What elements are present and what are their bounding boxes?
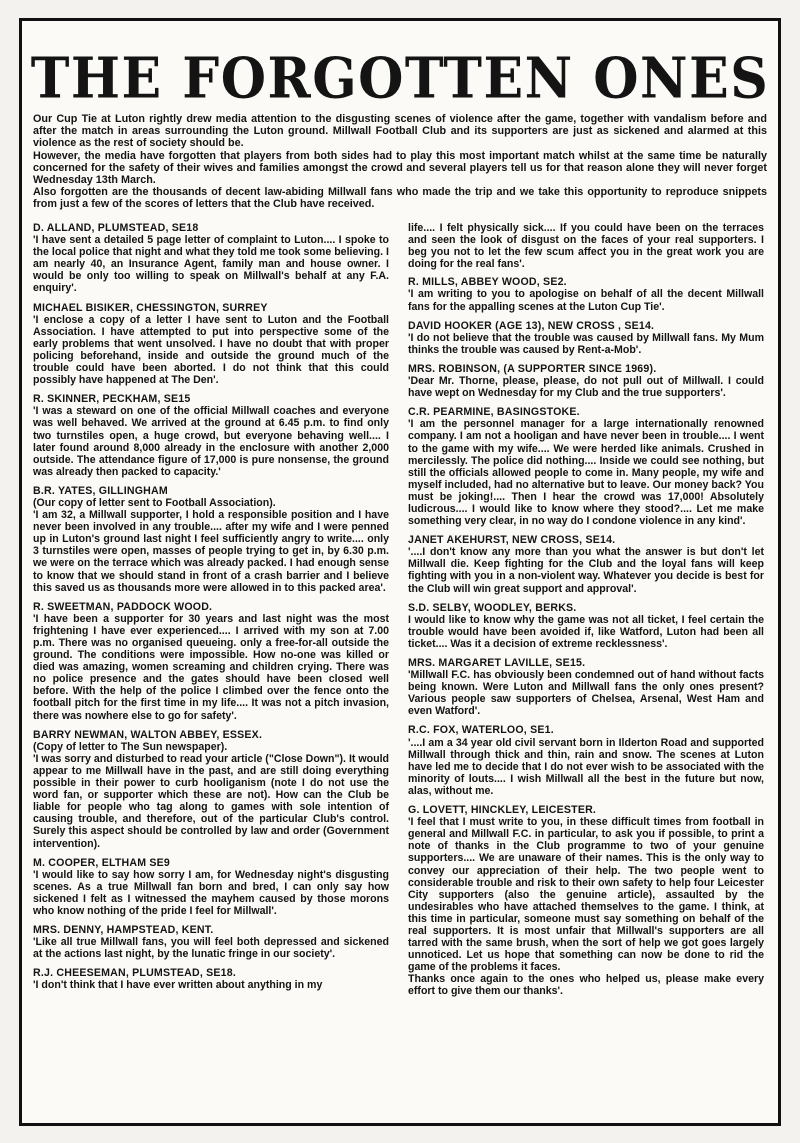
letter-entry bbox=[408, 363, 764, 399]
letter-entry bbox=[408, 406, 764, 527]
intro-paragraph: Also forgotten are the thousands of decent law-abiding Millwall fans who made the trip and we take this opportunity to reproduce snippets from just a few of the scores of letters that the Club have received. bbox=[33, 186, 767, 211]
letter-text: 'I am 32, a Millwall supporter, I hold a responsible position and I have never been involved in any trouble.... after my wife and I were penned up in Luton's ground last night I feel sufficiently angry to write.... only 3 turnstiles were open, masses of people trying to get in, by 6.30 p.m. we were on the terrace which was already packed. I had enough sense to know that we should stand in front of a crash barrier and I believe this saved us as thousands more were allowed in to this packed area'. bbox=[33, 509, 389, 594]
letter-entry bbox=[408, 602, 764, 650]
letter-signature: R. SKINNER, PECKHAM, SE15 bbox=[33, 393, 191, 406]
letter-entry bbox=[408, 804, 764, 998]
letter-entry bbox=[33, 857, 389, 917]
letter-signature: MRS. ROBINSON, (A SUPPORTER SINCE 1969). bbox=[408, 362, 657, 375]
letter-text: 'Dear Mr. Thorne, please, please, do not pull out of Millwall. I could have wept on Wednesday for my Club and the true supporters'. bbox=[408, 375, 764, 400]
letter-text: 'I would like to say how sorry I am, for Wednesday night's disgusting scenes. As a true Millwall fan born and bred, I can only say how sickened I felt as I witnessed the mayhem caused by those morons who know nothing of the pride I feel for Millwall'. bbox=[33, 868, 389, 917]
letter-text: 'I enclose a copy of a letter I have sent to Luton and the Football Association. I have attempted to put into perspective some of the early problems that went unsolved. I have no doubt that with proper policing beforehand, inside and outside the ground much of the trouble could have been aborted. I do not think that this could possibly have happened at The Den'. bbox=[33, 313, 389, 387]
letter-text: 'Millwall F.C. has obviously been condemned out of hand without facts being known. Were Luton and Millwall fans the only ones present? Various people saw supporters of Chelsea, Arsenal, West Ham and even Watford'. bbox=[408, 669, 764, 718]
letter-entry bbox=[408, 724, 764, 797]
intro-paragraph: However, the media have forgotten that players from both sides had to play this most important match whilst at the same time be naturally concerned for the safety of their wives and families amongst the crowd and several players tell us for that reason alone they will never forget Wednesday 13th March. bbox=[33, 149, 767, 187]
letter-entry bbox=[408, 276, 764, 312]
letter-entry bbox=[33, 222, 389, 295]
letter-signature: D. ALLAND, PLUMSTEAD, SE18 bbox=[33, 222, 199, 234]
letters-right-column bbox=[408, 222, 764, 1005]
intro-paragraphs bbox=[33, 113, 767, 211]
letter-signature: G. LOVETT, HINCKLEY, LEICESTER. bbox=[408, 804, 597, 817]
letter-signature: R.C. FOX, WATERLOO, SE1. bbox=[408, 724, 554, 737]
letter-signature: R.J. CHEESEMAN, PLUMSTEAD, SE18. bbox=[33, 967, 237, 980]
letter-text: I would like to know why the game was not all ticket, I feel certain the trouble would have been avoided if, like Watford, Luton had been all ticket.... Was it a decision of extreme recklessness'. bbox=[408, 613, 764, 650]
letter-signature: DAVID HOOKER (AGE 13), NEW CROSS , SE14. bbox=[408, 319, 655, 332]
intro-paragraph: Our Cup Tie at Luton rightly drew media attention to the disgusting scenes of violence after the game, together with vandalism before and after the match in areas surrounding the Luton ground. Millwall Football Club and its supporters are just as sickened and alarmed at this violence as the rest of society should be. bbox=[33, 113, 767, 150]
letter-continuation: life.... I felt physically sick.... If you could have been on the terraces and seen the look of disgust on the faces of your real supporters. I beg you not to let the few scum affect you in the great work you are doing for the real fans'. bbox=[408, 222, 764, 271]
letter-text: 'I was sorry and disturbed to read your article ("Close Down"). It would appear to me Millwall have in the past, and are still doing everything possible in their power to curb hooliganism (note I do not use the word fan, or supporter which these are not). How can the Club be liable for people who tag along to games with sole intention of causing trouble, and therefore, out of the particular Club's control. Surely this aspect should be controlled by law and order (Government intervention). bbox=[33, 752, 389, 850]
letter-entry bbox=[408, 320, 764, 356]
letter-entry bbox=[33, 967, 389, 991]
letter-entry bbox=[33, 601, 389, 722]
letter-text: 'I was a steward on one of the official Millwall coaches and everyone was well behaved. We arrived at the ground at 6.45 p.m. to find only two turnstiles open, a huge crowd, but everyone behaving well.... I later found around 8,000 already in the enclosure with another 2,000 outside. The attendance figure of 17,000 is pure nonsense, the ground was already then packed to capacity.' bbox=[33, 405, 389, 478]
letter-signature: B.R. YATES, GILLINGHAM bbox=[33, 484, 168, 497]
letter-text: 'I am the personnel manager for a large internationally renowned company. I am not a hooligan and have never been in trouble.... I went to the game with my wife.... We were herded like animals. Crushed in mercilessly. The police did nothing.... Inside we could see nothing, but still the officials allowed people to come in. Many people, my wife and myself included, had no alternative but to leave. Our money back? You must be joking!.... Then I hear the crowd was 17,000! Absolutely ludicrous.... I would like to know where they stood?.... Let me make something very clear, in no way do I condone violence in any kind'. bbox=[408, 418, 764, 528]
letter-entry bbox=[33, 924, 389, 960]
letter-signature: MRS. MARGARET LAVILLE, SE15. bbox=[408, 657, 586, 669]
letter-signature: MRS. DENNY, HAMPSTEAD, KENT. bbox=[33, 924, 214, 937]
letter-text: '....I am a 34 year old civil servant born in Ilderton Road and supported Millwall through thick and thin, rain and snow. The scenes at Luton have led me to decide that I do not ever wish to be associated with the minority of louts.... I wish Millwall all the best in the future but now, alas, without me. bbox=[408, 736, 764, 797]
letter-signature: C.R. PEARMINE, BASINGSTOKE. bbox=[408, 406, 580, 419]
letter-signature: M. COOPER, ELTHAM SE9 bbox=[33, 856, 171, 869]
letter-entry bbox=[33, 729, 389, 850]
letter-text: 'I feel that I must write to you, in these difficult times from football in general and Millwall F.C. in particular, to ask you if possible, to print a note of thanks in the Club programme to two of your genuine supporters.... We are unaware of their names. This is the only way to convey our appreciation of their help. The two people went to considerable trouble and risk to their own safety to help four Leicester City supporters (also the genuine article), assaulted by the undesirables who have attached themselves to the game. I think, at this time in particular, someone must say something on behalf of the real supporters. It is most unfair that Millwall's supporters are all tarred with the same brush, when the sort of help we got goes largely unnoticed. Let us hope that something can now be done to rid the game of the problems it faces. Thanks once again to the ones who helped us, please make every effort to give them our thanks'. bbox=[408, 816, 764, 998]
letter-text: 'I have been a supporter for 30 years and last night was the most frightening I have ever experienced.... I arrived with my son at 7.00 p.m. There was no organised queueing. only a free-for-all outside the ground. The conditions were impossible. How no-one was killed or died was amazing, women screaming and children crying. There was no police presence and the gates should have been closed well before. With the help of the police I climbed over the fence onto the football pitch for the first time in my life.... It was not a pitch invasion, there was nowhere else to go for safety'. bbox=[33, 612, 389, 722]
letter-entry bbox=[408, 534, 764, 594]
letter-text: '....I don't know any more than you what the answer is but don't let Millwall die. Keep fighting for the Club and the loyal fans will keep fighting with you in a non-violent way. Whatever you decide is best for the Club will win great support and approval'. bbox=[408, 546, 764, 595]
letter-entry bbox=[33, 485, 389, 594]
letter-entry bbox=[33, 302, 389, 387]
letters-left-column bbox=[33, 222, 389, 999]
letter-text: 'I have sent a detailed 5 page letter of complaint to Luton.... I spoke to the local police that night and what they told me took some believing. I am nearly 40, an Insurance Agent, family man and house owner. I would be only too willing to speak on Millwall's behalf at any F.A. enquiry'. bbox=[33, 234, 389, 295]
page-title: THE FORGOTTEN ONES bbox=[30, 45, 770, 112]
letter-note: (Our copy of letter sent to Football Association). bbox=[33, 496, 276, 509]
letter-note: (Copy of letter to The Sun newspaper). bbox=[33, 740, 228, 753]
letter-text: 'I do not believe that the trouble was caused by Millwall fans. My Mum thinks the trouble was caused by Rent-a-Mob'. bbox=[408, 331, 764, 356]
letter-signature: JANET AKEHURST, NEW CROSS, SE14. bbox=[408, 534, 616, 547]
letter-entry bbox=[33, 393, 389, 478]
letter-signature: S.D. SELBY, WOODLEY, BERKS. bbox=[408, 601, 577, 614]
letter-signature: BARRY NEWMAN, WALTON ABBEY, ESSEX. bbox=[33, 728, 263, 741]
letter-text: 'Like all true Millwall fans, you will feel both depressed and sickened at the actions last night, by the lunatic fringe in our society'. bbox=[33, 936, 389, 961]
letter-text: 'I don't think that I have ever written about anything in my bbox=[33, 979, 323, 992]
letter-signature: MICHAEL BISIKER, CHESSINGTON, SURREY bbox=[33, 301, 268, 314]
letter-text: 'I am writing to you to apologise on behalf of all the decent Millwall fans for the appalling scenes at the Luton Cup Tie'. bbox=[408, 288, 764, 313]
letter-signature: R. MILLS, ABBEY WOOD, SE2. bbox=[408, 276, 567, 289]
letter-signature: R. SWEETMAN, PADDOCK WOOD. bbox=[33, 600, 213, 613]
letter-entry bbox=[408, 657, 764, 717]
